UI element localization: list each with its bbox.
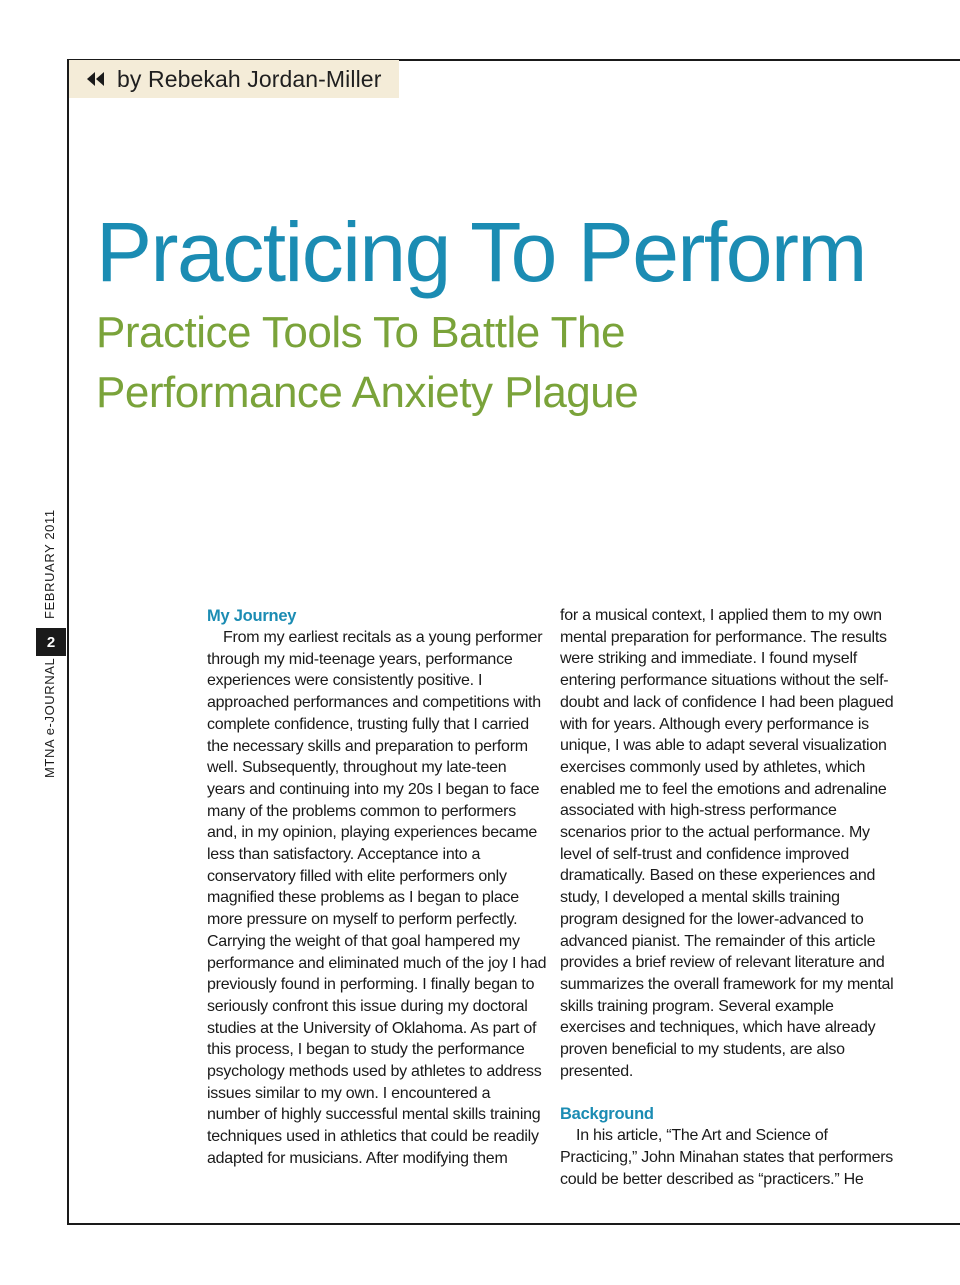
article-column-right [560, 605, 900, 1191]
subtitle-line-2: Performance Anxiety Plague [96, 368, 639, 417]
byline [69, 60, 399, 98]
issue-date: FEBRUARY 2011 [42, 509, 57, 619]
journal-name: MTNA e-JOURNAL [42, 657, 57, 778]
article-subtitle [96, 303, 856, 423]
byline-author: by Rebekah Jordan-Miller [117, 65, 382, 92]
paragraph-my-journey: From my earliest recitals as a young performer through my mid-teenage years, performance experiences were consistently positive. I approached performances and competitions with complete confidence, trusting fully that I carried the necessary skills and preparation to perform well. Subsequently, throughout my late-teen years and continuing into my 20s I began to face many of the problems common to performers and, in my opinion, playing experiences became less than satisfactory. Acceptance into a conservatory filled with elite performers only magnified these problems as I began to place more pressure on myself to perform perfectly. Carrying the weight of that goal hampered my performance and eliminated much of the joy I had previously found in performing. I finally began to seriously confront this issue during my doctoral studies at the University of Oklahoma. As part of this process, I began to study the performance psychology methods used by athletes to address issues similar to my own. I encountered a number of highly successful mental skills training techniques used in athletics that could be readily adapted for musicians. After modifying them [207, 629, 547, 1167]
article-title: Practicing To Perform [96, 205, 866, 299]
page-number: 2 [36, 628, 66, 656]
article-column-left [207, 605, 547, 1170]
section-heading-my-journey: My Journey [207, 607, 297, 625]
section-heading-background: Background [560, 1105, 654, 1124]
subtitle-line-1: Practice Tools To Battle The [96, 308, 625, 357]
paragraph-background: In his article, “The Art and Science of Practicing,” John Minahan states that performers could be better described as “practicers.” He [560, 1127, 894, 1188]
frame-left-rule [67, 59, 69, 1225]
double-chevron-left-icon[interactable] [85, 71, 107, 87]
frame-bottom-rule [67, 1223, 960, 1225]
paragraph-my-journey-continued: for a musical context, I applied them to my own mental preparation for performance. The results were striking and immediate. I found myself entering performance situations without the self-doubt and lack of confidence I had been plagued with for years. Although every performance is unique, I was able to adapt several visualization exercises commonly used by athletes, which enabled me to feel the emotions and adrenaline associated with high-stress performance scenarios prior to the actual performance. My level of self-trust and confidence improved dramatically. Based on these experiences and study, I developed a mental skills training program designed for the lower-advanced to advanced pianist. The remainder of this article provides a brief review of relevant literature and summarizes the overall framework for my mental skills training program. Several example exercises and techniques, which have already proven beneficial to my students, are also presented. [560, 607, 894, 1080]
